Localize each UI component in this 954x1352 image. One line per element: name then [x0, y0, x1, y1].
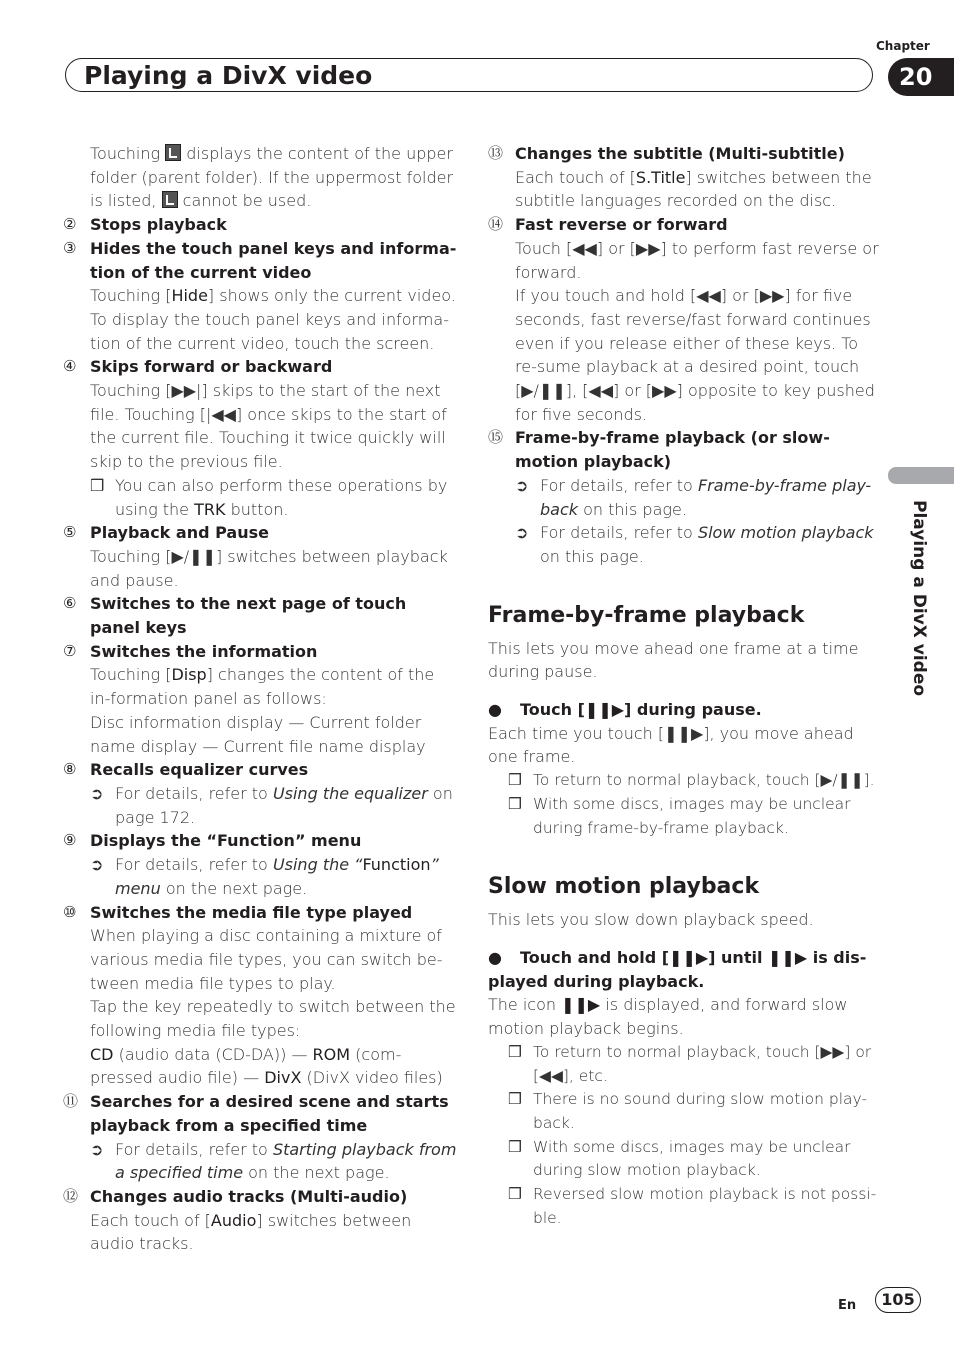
note-box-icon: ❒ — [508, 794, 522, 813]
item-15-ref-1: ➲ For details, refer to Frame-by-frame play-back on this page. — [515, 475, 872, 519]
slow-motion-icon: ❚❚▶ — [561, 995, 601, 1015]
item-8-ref: ➲ For details, refer to Using the equalizer on page 172. — [90, 783, 453, 827]
item-7-body: Touching [Disp] changes the content of the in-formation panel as follows: — [90, 665, 435, 709]
item-6-heading: ⑥ Switches to the next page of touch panel keys — [63, 594, 407, 638]
item-9-ref: ➲ For details, refer to Using the “Function” menu on the next page. — [90, 855, 439, 898]
frame-note-2: ❒ With some discs, images may be unclear during frame-by-frame playback. — [508, 794, 851, 837]
item-15-ref-2: ➲ For details, refer to Slow motion playback on this page. — [515, 523, 874, 566]
slow-motion-icon: ❚❚▶ — [768, 947, 808, 967]
slow-note-2: ❒ There is no sound during slow motion play-back. — [508, 1090, 868, 1132]
arrow-icon: ➲ — [515, 523, 529, 543]
frame-by-frame-heading: Frame-by-frame playback — [488, 602, 805, 628]
item-10-heading: ⑩ Switches the media file type played — [63, 902, 413, 922]
item-10-body-2: Tap the key repeatedly to switch between the following media file types: — [90, 997, 456, 1041]
item-13-body: Each touch of [S.Title] switches between the subtitle languages recorded on the disc. — [515, 167, 872, 211]
item-12-body: Each touch of [Audio] switches between audio tracks. — [90, 1210, 412, 1254]
frame-note-1: ❒ To return to normal playback, touch [▶/❚❚]. — [488, 769, 880, 793]
note-box-icon: ❒ — [508, 1137, 522, 1156]
bullet-icon: ● — [488, 700, 502, 720]
page-number: 105 — [875, 1287, 921, 1313]
chapter-label: Chapter — [876, 39, 930, 53]
note-box-icon: ❒ — [508, 1090, 522, 1109]
intro-paragraph: Touching displays the content of the upper folder (parent folder). If the uppermost folder is listed, cannot be used. — [90, 144, 454, 211]
item-15-heading: ⑮ Frame-by-frame playback (or slow-motion playback) — [488, 428, 830, 472]
item-2-heading: ② Stops playback — [63, 215, 227, 235]
item-12-heading: ⑫ Changes audio tracks (Multi-audio) — [63, 1186, 408, 1206]
item-4-body: Touching [▶▶|] skips to the start of the next file. Touching [|◀◀] once skips to the start of the current file. Touching it twice quickly will skip to the previous file. — [90, 381, 447, 472]
note-box-icon: ❒ — [508, 1185, 522, 1204]
arrow-icon: ➲ — [90, 1139, 104, 1159]
item-5-body: Touching [▶/❚❚] switches between playback and pause. — [90, 546, 448, 590]
item-10-body: When playing a disc containing a mixture of various media file types, you can switch be-tween media file types to play. — [90, 926, 443, 993]
item-13-heading: ⑬ Changes the subtitle (Multi-subtitle) — [488, 144, 845, 163]
parent-folder-icon — [165, 144, 181, 161]
page-title: Playing a DivX video — [84, 61, 373, 90]
item-3-heading: ③ Hides the touch panel keys and informa-tion of the current video — [63, 238, 457, 282]
item-11-heading: ⑪ Searches for a desired scene and starts playback from a specified time — [63, 1092, 449, 1135]
frame-intro: This lets you move ahead one frame at a time during pause. — [488, 638, 859, 682]
item-8-heading: ⑧ Recalls equalizer curves — [63, 760, 309, 780]
note-box-icon: ❒ — [508, 1042, 522, 1061]
frame-step: ● Touch [❚❚▶] during pause. — [488, 698, 880, 722]
item-10-media-types: CD (audio data (CD-DA)) — ROM (com-pressed audio file) — DivX (DivX video files) — [90, 1044, 443, 1088]
chapter-number: 20 — [888, 58, 954, 96]
note-box-icon: ❒ — [90, 475, 105, 495]
arrow-icon: ➲ — [90, 783, 104, 803]
arrow-icon: ➲ — [90, 855, 104, 875]
side-tab-marker — [888, 467, 954, 484]
slow-step: ● Touch and hold [❚❚▶] until ❚❚▶ is dis-played during playback. — [488, 947, 867, 991]
slow-motion-heading: Slow motion playback — [488, 874, 760, 900]
left-column — [63, 142, 457, 1256]
item-5-heading: ⑤ Playback and Pause — [63, 523, 269, 543]
item-9-heading: ⑨ Displays the “Function” menu — [63, 831, 362, 851]
item-4-heading: ④ Skips forward or backward — [63, 357, 333, 377]
side-section-label: Playing a DivX video — [909, 500, 929, 697]
slow-note-3: ❒ With some discs, images may be unclear during slow motion playback. — [508, 1137, 851, 1180]
arrow-icon: ➲ — [515, 475, 529, 495]
note-box-icon: ❒ — [508, 771, 522, 790]
frame-body: Each time you touch [❚❚▶], you move ahead one frame. — [488, 723, 854, 767]
item-4-note: ❒ You can also perform these operations by using the TRK button. — [90, 475, 448, 519]
item-7-sequence: Disc information display — Current folder name display — Current file name display — [90, 712, 426, 756]
slow-note-4: ❒ Reversed slow motion playback is not possi-ble. — [508, 1185, 877, 1227]
slow-note-1: ❒ To return to normal playback, touch [▶▶] or [◀◀], etc. — [508, 1042, 872, 1085]
bullet-icon: ● — [488, 947, 502, 967]
item-7-heading: ⑦ Switches the information — [63, 641, 318, 661]
right-column — [488, 142, 880, 1230]
item-14-body: Touch [◀◀] or [▶▶] to perform fast reverse or forward. — [515, 238, 879, 282]
item-11-ref: ➲ For details, refer to Starting playback from a specified time on the next page. — [90, 1139, 457, 1183]
item-3-body: Touching [Hide] shows only the current video. To display the touch panel keys and informa-tion of the current video, touch the screen. — [90, 286, 456, 353]
slow-intro: This lets you slow down playback speed. — [488, 910, 814, 930]
item-14-body-2: If you touch and hold [◀◀] or [▶▶] for five seconds, fast reverse/fast forward continues even if you release either of these keys. To re-sume playback at a desired point, touch [▶/❚❚], [◀◀] or [▶▶] opposite to key pushed for five seconds. — [515, 286, 875, 424]
parent-folder-icon — [162, 191, 178, 208]
language-label: En — [838, 1298, 857, 1313]
item-14-heading: ⑭ Fast reverse or forward — [488, 215, 728, 235]
slow-body: The icon ❚❚▶ is displayed, and forward slow motion playback begins. — [488, 995, 848, 1039]
